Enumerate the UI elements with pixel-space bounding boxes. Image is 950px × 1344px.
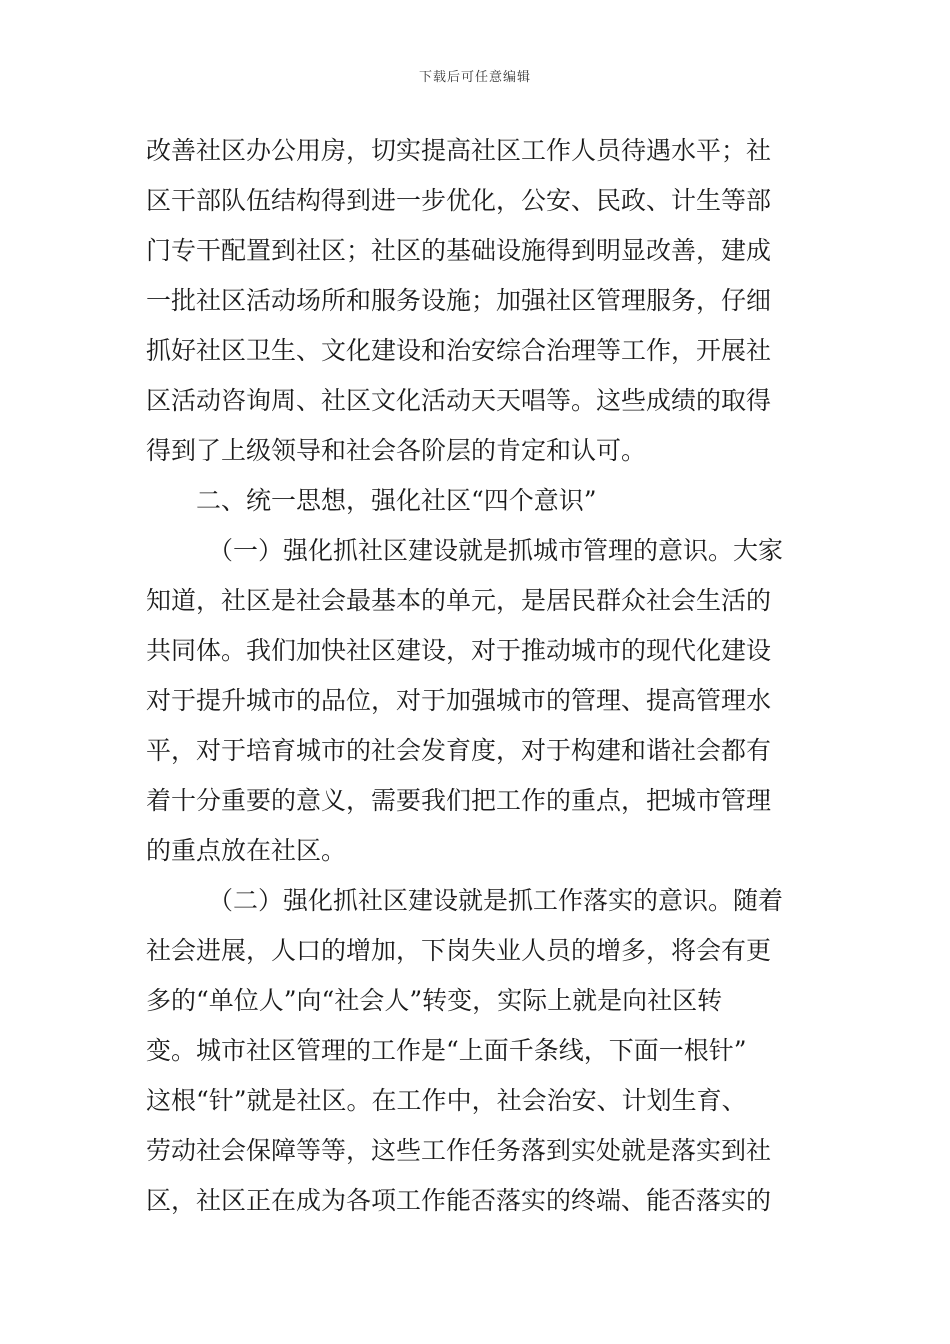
text-line: 改善社区办公用房，切实提高社区工作人员待遇水平；社 — [146, 136, 772, 165]
text-line: 平，对于培育城市的社会发育度，对于构建和谐社会都有 — [146, 736, 772, 765]
text-line: 区干部队伍结构得到进一步优化，公安、民政、计生等部 — [146, 186, 772, 215]
text-line: 多的“单位人”向“社会人”转变，实际上就是向社区转 — [146, 986, 723, 1015]
text-line: 这根“针”就是社区。在工作中，社会治安、计划生育、 — [146, 1086, 747, 1115]
subsection-heading-line: （二）强化抓社区建设就是抓工作落实的意识。随着 — [208, 886, 784, 915]
text-line: 一批社区活动场所和服务设施；加强社区管理服务，仔细 — [146, 286, 772, 315]
text-line: 区，社区正在成为各项工作能否落实的终端、能否落实的 — [146, 1186, 772, 1215]
document-body — [146, 126, 810, 1226]
text-line: 劳动社会保障等等，这些工作任务落到实处就是落实到社 — [146, 1136, 772, 1165]
text-line: 抓好社区卫生、文化建设和治安综合治理等工作，开展社 — [146, 336, 772, 365]
text-line: 对于提升城市的品位，对于加强城市的管理、提高管理水 — [146, 686, 772, 715]
text-line: 得到了上级领导和社会各阶层的肯定和认可。 — [146, 436, 647, 465]
text-line: 社会进展，人口的增加，下岗失业人员的增多，将会有更 — [146, 936, 772, 965]
section-heading: 二、统一思想，强化社区“四个意识” — [196, 486, 597, 515]
text-line: 着十分重要的意义，需要我们把工作的重点，把城市管理 — [146, 786, 772, 815]
page-header-note: 下载后可任意编辑 — [418, 70, 531, 85]
text-line: 变。城市社区管理的工作是“上面千条线，下面一根针” — [146, 1036, 747, 1065]
text-line: 的重点放在社区。 — [146, 836, 347, 865]
text-line: 共同体。我们加快社区建设，对于推动城市的现代化建设 — [146, 636, 772, 665]
subsection-heading-line: （一）强化抓社区建设就是抓城市管理的意识。大家 — [208, 536, 784, 565]
text-line: 区活动咨询周、社区文化活动天天唱等。这些成绩的取得 — [146, 386, 772, 415]
text-line: 门专干配置到社区；社区的基础设施得到明显改善，建成 — [146, 236, 772, 265]
text-line: 知道，社区是社会最基本的单元，是居民群众社会生活的 — [146, 586, 772, 615]
